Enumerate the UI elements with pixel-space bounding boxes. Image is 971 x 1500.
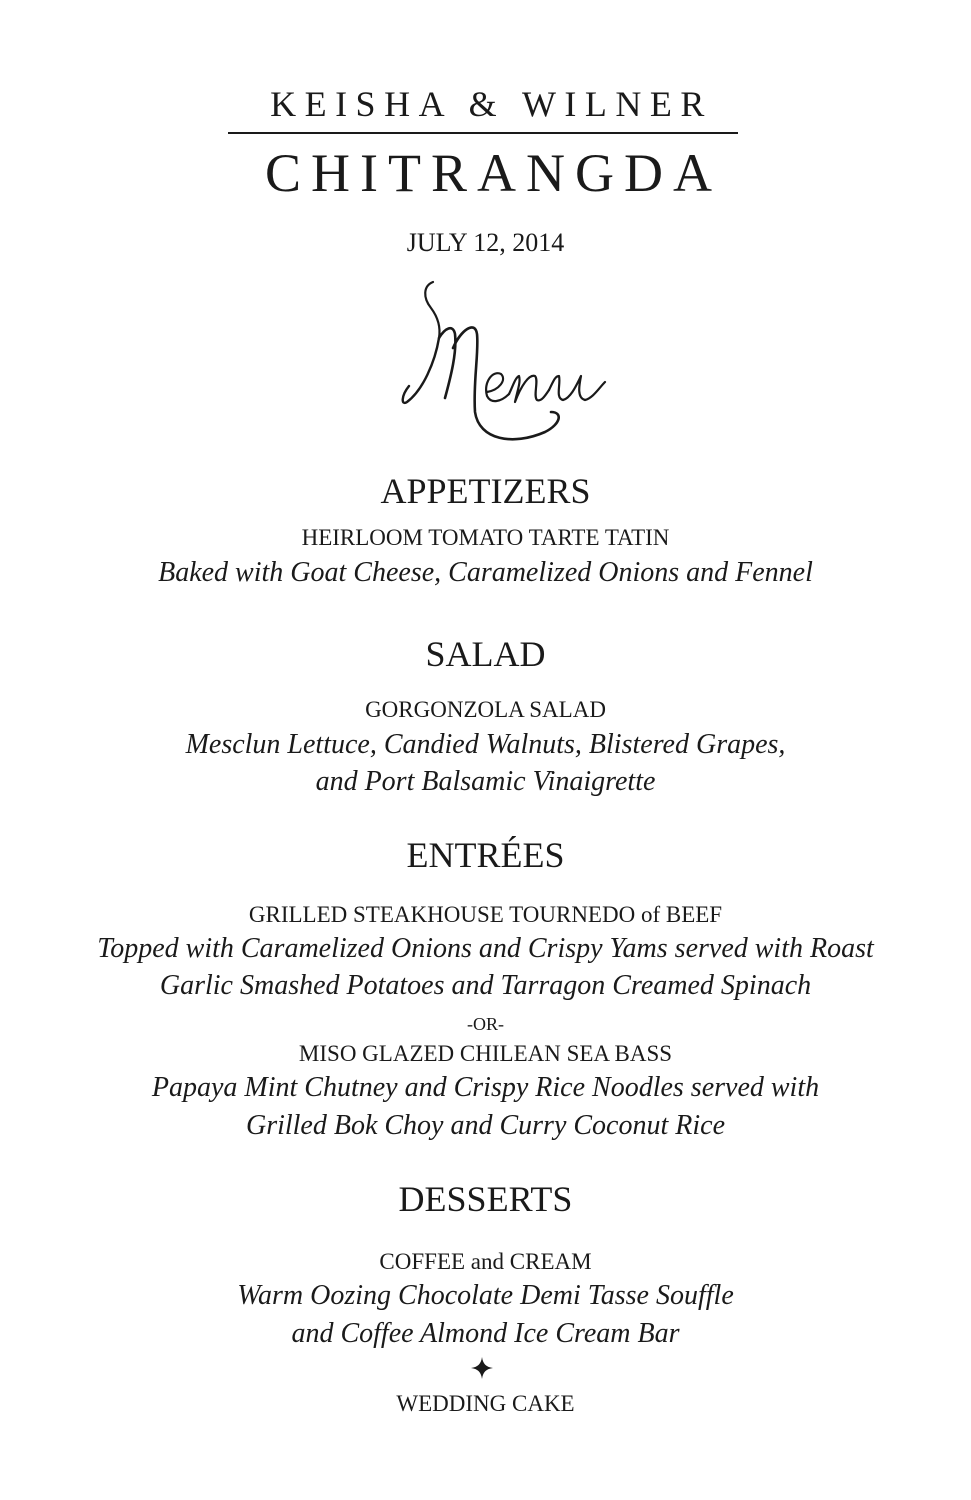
dish-name: HEIRLOOM TOMATO TARTE TATIN: [301, 525, 670, 550]
couple-names: KEISHA & WILNER: [270, 84, 713, 124]
event-date: JULY 12, 2014: [406, 228, 565, 257]
section-heading-entrees: ENTRÉES: [406, 835, 565, 875]
dish-description: Grilled Bok Choy and Curry Coconut Rice: [245, 1110, 726, 1141]
dish-description: Baked with Goat Cheese, Caramelized Onions and Fennel: [158, 557, 813, 588]
dish-description: Mesclun Lettuce, Candied Walnuts, Blistered Grapes,: [185, 729, 786, 760]
section-heading-salad: SALAD: [425, 634, 546, 674]
dish-name: GORGONZOLA SALAD: [365, 697, 606, 722]
four-point-star-icon: [471, 1357, 493, 1379]
section-heading-appetizers: APPETIZERS: [380, 471, 591, 511]
dish-description: and Port Balsamic Vinaigrette: [315, 766, 656, 797]
venue-name: CHITRANGDA: [265, 143, 722, 203]
section-heading-desserts: DESSERTS: [398, 1179, 573, 1219]
dish-description: Warm Oozing Chocolate Demi Tasse Souffle: [237, 1280, 734, 1311]
dish-name: MISO GLAZED CHILEAN SEA BASS: [298, 1041, 673, 1066]
dish-description: Garlic Smashed Potatoes and Tarragon Creamed Spinach: [159, 970, 812, 1001]
dish-name: WEDDING CAKE: [396, 1391, 575, 1416]
dish-name: COFFEE and CREAM: [379, 1249, 592, 1274]
header-rule: [228, 132, 738, 134]
or-separator: -OR-: [467, 1014, 504, 1034]
dish-name: GRILLED STEAKHOUSE TOURNEDO of BEEF: [248, 902, 723, 927]
dish-description: and Coffee Almond Ice Cream Bar: [291, 1318, 680, 1349]
menu-script-title: [395, 272, 625, 452]
dish-description: Topped with Caramelized Onions and Crispy Yams served with Roast: [97, 933, 874, 964]
dish-description: Papaya Mint Chutney and Crispy Rice Noodles served with: [151, 1072, 820, 1103]
